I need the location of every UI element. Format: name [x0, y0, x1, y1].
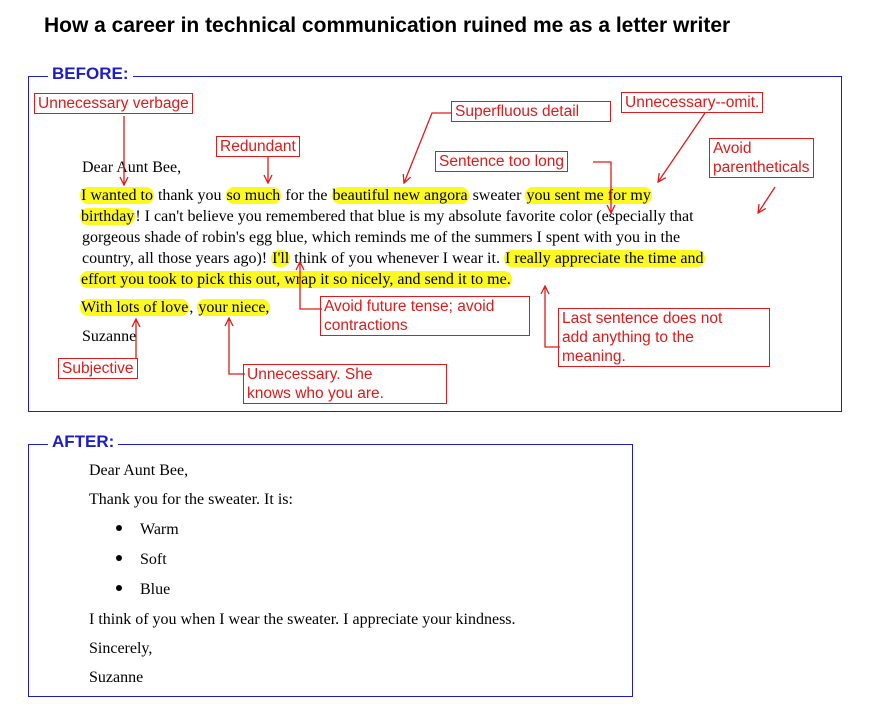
- before-signature: Suzanne: [82, 328, 137, 345]
- after-panel: [28, 444, 633, 697]
- highlight-wanted-to: I wanted to: [81, 187, 153, 204]
- before-closing: With lots of love, your niece,: [81, 299, 270, 316]
- note-last-sentence: Last sentence does not add anything to the meaning.: [558, 308, 770, 367]
- note-avoid-future-tense: Avoid future tense; avoid contractions: [320, 296, 530, 336]
- before-line-3: gorgeous shade of robin's egg blue, which reminds me of the summers I spent with you in the: [82, 229, 681, 246]
- bullet-dot: [116, 585, 122, 591]
- highlight-birthday: birthday: [81, 208, 135, 225]
- highlight-you-sent: you sent me for my: [526, 187, 651, 204]
- bullet-dot: [116, 555, 122, 561]
- after-closing: Sincerely,: [89, 640, 153, 657]
- bullet-dot: [116, 525, 122, 531]
- highlight-ill: I'll: [272, 250, 290, 267]
- note-unnecessary-niece: Unnecessary. She knows who you are.: [243, 364, 447, 404]
- bullet-item-blue: Blue: [116, 581, 170, 599]
- highlight-angora: beautiful new angora: [332, 187, 468, 204]
- after-body: I think of you when I wear the sweater. I appreciate your kindness.: [89, 611, 516, 628]
- before-line-5: [80, 269, 512, 290]
- highlight-appreciate: I really appreciate the time and: [504, 250, 704, 267]
- note-superfluous-detail: Superfluous detail: [451, 101, 611, 122]
- bullet-item-soft: Soft: [116, 551, 167, 569]
- after-intro: Thank you for the sweater. It is:: [89, 491, 293, 508]
- note-unnecessary-verbage: Unnecessary verbage: [34, 93, 193, 114]
- before-greeting: Dear Aunt Bee,: [82, 159, 182, 176]
- after-label: AFTER:: [48, 432, 118, 452]
- highlight-with-love: With lots of love: [81, 299, 189, 316]
- before-line-1: I wanted to thank you so much for the beautiful new angora sweater you sent me for my: [81, 187, 651, 204]
- after-greeting: Dear Aunt Bee,: [89, 462, 189, 479]
- before-label: BEFORE:: [48, 64, 133, 84]
- highlight-effort: effort you took to pick this out, wrap it so nicely, and send it to me.: [81, 271, 511, 288]
- bullet-item-warm: Warm: [116, 521, 179, 539]
- note-sentence-too-long: Sentence too long: [435, 151, 568, 172]
- highlight-your-niece: your niece,: [198, 299, 270, 316]
- page-title: How a career in technical communication ruined me as a letter writer: [44, 14, 731, 37]
- note-subjective: Subjective: [58, 358, 138, 379]
- highlight-so-much: so much: [226, 187, 281, 204]
- note-redundant: Redundant: [216, 136, 300, 157]
- before-line-4: country, all those years ago)! I'll think of you whenever I wear it. I really appreciate the time and: [82, 250, 704, 267]
- before-line-2: birthday! I can't believe you remembered that blue is my absolute favorite color (especially that: [81, 208, 694, 225]
- note-avoid-parentheticals: Avoid parentheticals: [709, 138, 814, 178]
- after-signature: Suzanne: [89, 669, 144, 686]
- note-unnecessary-omit: Unnecessary--omit.: [621, 92, 763, 113]
